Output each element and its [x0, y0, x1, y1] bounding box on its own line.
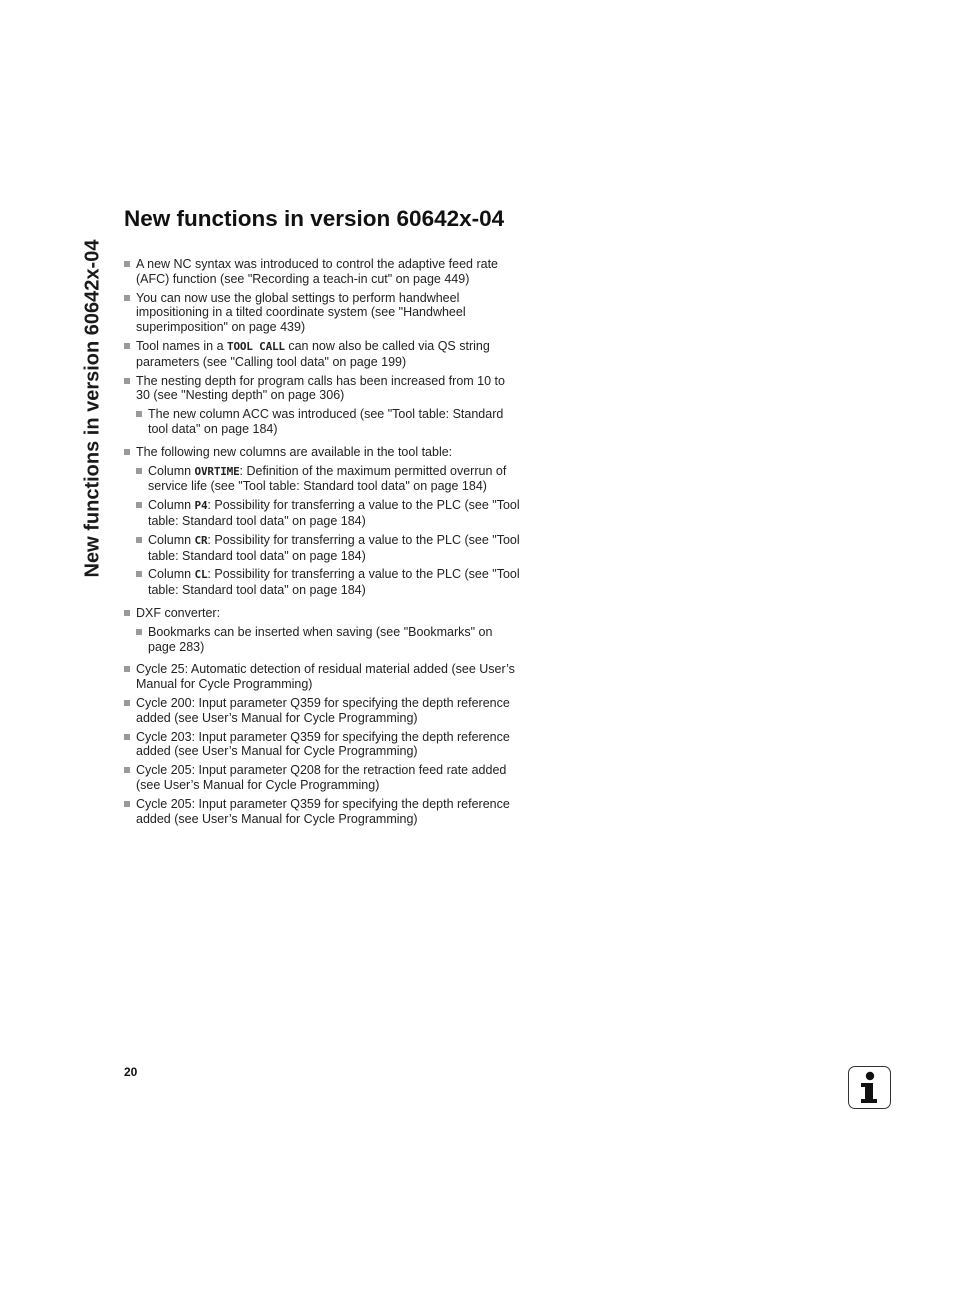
list-item: [124, 339, 520, 370]
side-running-title: [78, 213, 108, 603]
square-bullet-icon: [124, 343, 130, 349]
text-run: Cycle 25: Automatic detection of residual material added (see User’s Manual for Cycle Programming): [136, 662, 515, 692]
list-item-text: [136, 797, 510, 826]
list-item-text: [148, 625, 492, 654]
list-item: [124, 257, 520, 287]
page-number: 20: [124, 1065, 138, 1079]
text-run: The new column ACC was introduced (see "Tool table: Standard tool data" on page 184): [148, 407, 504, 436]
square-bullet-icon: [136, 571, 142, 577]
square-bullet-icon: [136, 629, 142, 635]
code-term: OVRTIME: [194, 464, 240, 478]
list-item-text: [136, 257, 498, 286]
square-bullet-icon: [124, 700, 130, 706]
text-run: The nesting depth for program calls has been increased from 10 to 30 (see "Nesting depth" on page 306): [136, 373, 505, 403]
feature-list: [124, 257, 520, 830]
list-item-text: [136, 662, 515, 691]
text-run: The following new columns are available in the tool table:: [136, 444, 453, 459]
list-item-text: [136, 606, 220, 620]
sub-list-item: [136, 498, 520, 529]
sub-list-item: [136, 533, 520, 564]
list-item: [124, 797, 520, 827]
text-run: Cycle 205: Input parameter Q208 for the retraction feed rate added (see User’s Manual for Cycle Programming): [136, 763, 507, 792]
square-bullet-icon: [136, 411, 142, 417]
text-run: Bookmarks can be inserted when saving (see "Bookmarks" on page 283): [148, 624, 493, 654]
list-item: [124, 291, 520, 335]
square-bullet-icon: [124, 666, 130, 672]
text-run: Cycle 203: Input parameter Q359 for specifying the depth reference added (see User’s Manual for Cycle Programming): [136, 729, 510, 759]
sub-list-item: [136, 464, 520, 495]
text-run: can now also be called via QS string parameters (see "Calling tool data" on page 199): [136, 338, 490, 369]
list-item-text: [136, 339, 490, 369]
text-run: Column: [148, 567, 195, 582]
text-run: Tool names in a: [136, 338, 228, 353]
list-item: [124, 662, 520, 692]
sub-list-item: [136, 567, 520, 598]
text-run: : Definition of the maximum permitted overrun of service life (see "Tool table: Standard tool data" on page 184): [148, 463, 507, 494]
square-bullet-icon: [124, 610, 130, 616]
square-bullet-icon: [136, 502, 142, 508]
text-run: Cycle 205: Input parameter Q359 for specifying the depth reference added (see User’s Manual for Cycle Programming): [136, 796, 510, 826]
square-bullet-icon: [136, 468, 142, 474]
text-run: Column: [148, 498, 195, 513]
square-bullet-icon: [124, 767, 130, 773]
text-run: : Possibility for transferring a value to the PLC (see "Tool table: Standard tool data" on page 184): [148, 498, 520, 528]
sub-list-item: [136, 625, 520, 655]
code-term: CL: [194, 568, 208, 582]
list-item-text: [148, 407, 503, 436]
text-run: Cycle 200: Input parameter Q359 for specifying the depth reference added (see User’s Manual for Cycle Programming): [136, 695, 510, 725]
list-item: [124, 730, 520, 760]
list-item: [124, 763, 520, 793]
list-item-text: [148, 498, 520, 528]
text-run: You can now use the global settings to perform handwheel impositioning in a tilted coordinate system (see "Handwheel superimposition" on page 439): [136, 290, 466, 335]
square-bullet-icon: [136, 537, 142, 543]
text-run: DXF converter:: [136, 605, 221, 620]
info-icon-glyph: [857, 1071, 883, 1105]
list-item-text: [148, 464, 506, 494]
info-icon: [848, 1066, 891, 1109]
list-item-text: [136, 763, 506, 792]
list-item-text: [136, 730, 510, 759]
code-term: CR: [194, 533, 208, 547]
list-item-text: [148, 567, 520, 597]
list-item: [124, 696, 520, 726]
text-run: : Possibility for transferring a value to the PLC (see "Tool table: Standard tool data" on page 184): [148, 567, 520, 598]
square-bullet-icon: [124, 734, 130, 740]
code-term: TOOL CALL: [227, 339, 285, 353]
square-bullet-icon: [124, 295, 130, 301]
list-item-text: [136, 374, 505, 403]
list-item-text: [136, 445, 452, 459]
code-term: P4: [194, 499, 208, 513]
square-bullet-icon: [124, 378, 130, 384]
text-run: Column: [148, 532, 195, 547]
text-run: Column: [148, 463, 195, 478]
list-item: [124, 445, 520, 460]
text-run: : Possibility for transferring a value to the PLC (see "Tool table: Standard tool data" on page 184): [148, 532, 520, 563]
side-running-title-text: New functions in version 60642x-04: [81, 239, 104, 577]
list-item-text: [148, 533, 520, 563]
list-item: [124, 374, 520, 404]
square-bullet-icon: [124, 449, 130, 455]
list-item: [124, 606, 520, 621]
square-bullet-icon: [124, 801, 130, 807]
text-run: A new NC syntax was introduced to control the adaptive feed rate (AFC) function (see "Recording a teach-in cut" on page 449): [136, 257, 499, 286]
list-item-text: [136, 291, 466, 335]
page-title: New functions in version 60642x-04: [124, 206, 505, 231]
list-item-text: [136, 696, 510, 725]
sub-list-item: [136, 407, 520, 437]
square-bullet-icon: [124, 261, 130, 267]
